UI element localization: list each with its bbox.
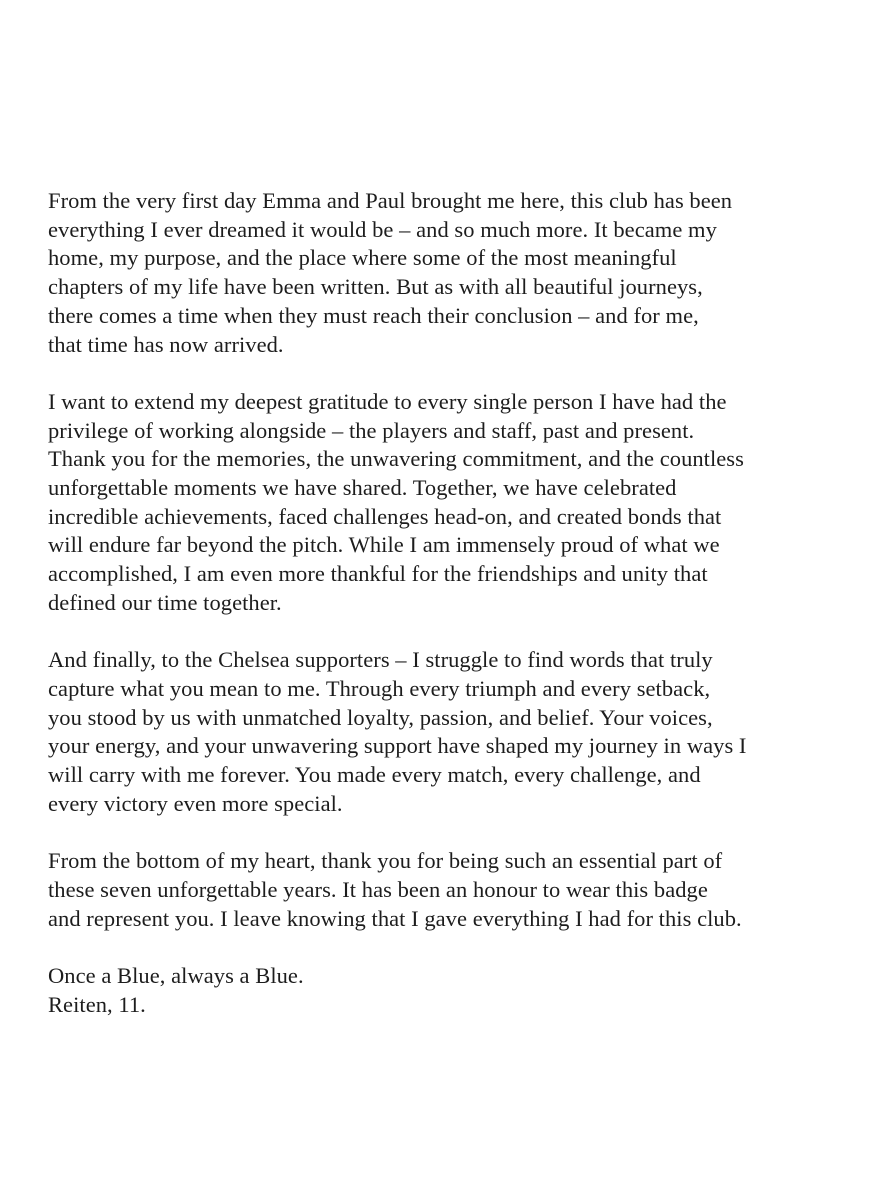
paragraph-supporters <box>48 646 878 818</box>
text-line: and represent you. I leave knowing that I gave everything I had for this club. <box>48 905 742 931</box>
text-line: incredible achievements, faced challenges head-on, and created bonds that <box>48 503 722 529</box>
letter-body <box>48 187 878 1019</box>
text-line: home, my purpose, and the place where some of the most meaningful <box>48 245 677 271</box>
text-line: that time has now arrived. <box>48 331 284 357</box>
paragraph-gratitude <box>48 388 878 618</box>
text-line: I want to extend my deepest gratitude to every single person I have had the <box>48 388 727 414</box>
text-line: chapters of my life have been written. But as with all beautiful journeys, <box>48 274 703 300</box>
closing-block <box>48 962 878 1019</box>
signature: Reiten, 11. <box>48 991 146 1017</box>
text-line: From the bottom of my heart, thank you for being such an essential part of <box>48 848 723 874</box>
text-line: capture what you mean to me. Through every triumph and every setback, <box>48 675 711 701</box>
text-line: accomplished, I am even more thankful for the friendships and unity that <box>48 561 708 587</box>
text-line: everything I ever dreamed it would be – and so much more. It became my <box>48 216 717 242</box>
paragraph-thanks <box>48 847 878 933</box>
text-line: you stood by us with unmatched loyalty, passion, and belief. Your voices, <box>48 704 713 730</box>
text-line: will endure far beyond the pitch. While I am immensely proud of what we <box>48 532 720 558</box>
text-line: there comes a time when they must reach their conclusion – and for me, <box>48 302 699 328</box>
text-line: And finally, to the Chelsea supporters – I struggle to find words that truly <box>48 647 713 673</box>
text-line: will carry with me forever. You made every match, every challenge, and <box>48 762 701 788</box>
text-line: unforgettable moments we have shared. Together, we have celebrated <box>48 475 677 501</box>
text-line: your energy, and your unwavering support have shaped my journey in ways I <box>48 733 747 759</box>
text-line: these seven unforgettable years. It has been an honour to wear this badge <box>48 876 708 902</box>
text-line: defined our time together. <box>48 589 282 615</box>
closing-motto: Once a Blue, always a Blue. <box>48 962 304 988</box>
text-line: every victory even more special. <box>48 790 343 816</box>
text-line: Thank you for the memories, the unwavering commitment, and the countless <box>48 446 744 472</box>
text-line: privilege of working alongside – the players and staff, past and present. <box>48 417 695 443</box>
paragraph-farewell <box>48 187 878 359</box>
text-line: From the very first day Emma and Paul brought me here, this club has been <box>48 188 733 213</box>
